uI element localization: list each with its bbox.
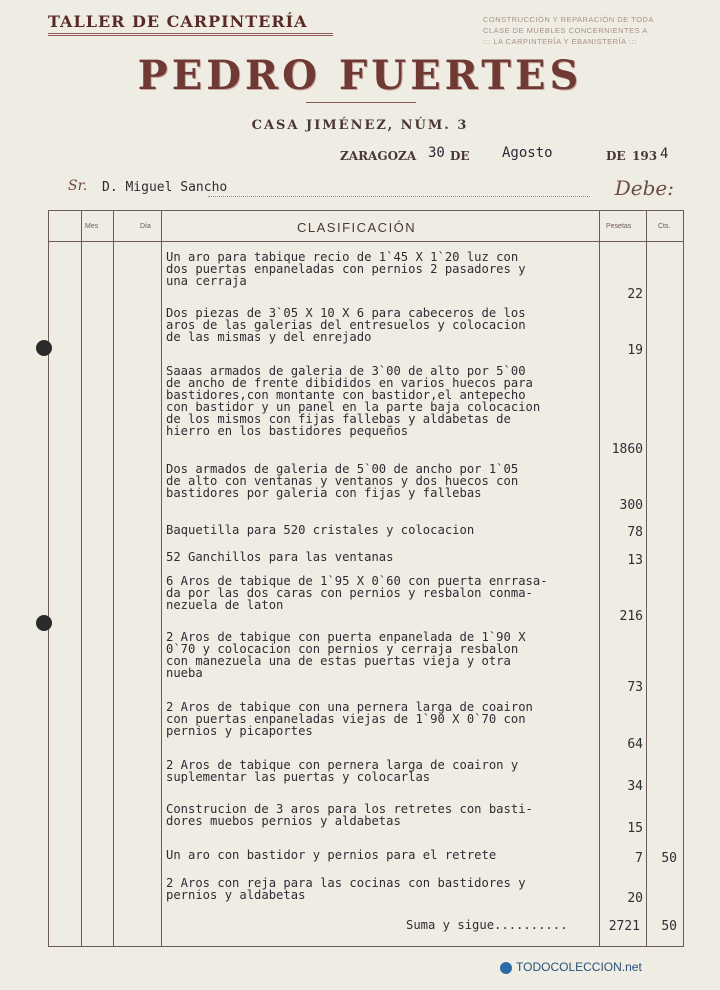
column-divider xyxy=(646,211,647,946)
watermark xyxy=(500,960,642,974)
watermark-text: TODOCOLECCION.net xyxy=(516,960,642,974)
binder-hole xyxy=(36,340,52,356)
amount-pesetas: 15 xyxy=(627,821,643,836)
column-divider xyxy=(113,211,114,946)
decorative-rule xyxy=(48,33,333,39)
date-line xyxy=(340,145,680,165)
total-cts: 50 xyxy=(661,919,677,934)
invoice-table xyxy=(48,210,684,947)
line-item: 2 Aros con reja para las cocinas con bastidores y pernios y aldabetas xyxy=(166,876,526,902)
amount-cts: 50 xyxy=(661,851,677,866)
line-item: Un aro con bastidor y pernios para el retrete xyxy=(166,848,497,862)
amount-pesetas: 22 xyxy=(627,287,643,302)
services-text xyxy=(483,14,683,47)
total-label: Suma y sigue.......... xyxy=(406,918,568,932)
line-item: Dos armados de galeria de 5`00 de ancho por 1`05 de alto con ventanas y ventanos y dos huecos con bastidores por galeria con fijas y fallebas xyxy=(166,462,519,500)
line-item: Un aro para tabique recio de 1`45 X 1`20 luz con dos puertas enpaneladas con pernios 2 pasadores y una cerraja xyxy=(166,250,526,288)
date-de: DE xyxy=(606,149,626,163)
amount-pesetas: 216 xyxy=(619,609,643,624)
amount-pesetas: 34 xyxy=(627,779,643,794)
header-dia: Día xyxy=(140,223,151,230)
line-item: 52 Ganchillos para las ventanas xyxy=(166,550,394,564)
debe-label: Debe: xyxy=(614,176,674,200)
amount-pesetas: 78 xyxy=(627,525,643,540)
watermark-logo-icon xyxy=(500,962,512,974)
total-pesetas: 2721 xyxy=(608,919,640,934)
header-pesetas: Pesetas xyxy=(606,223,632,230)
binder-hole xyxy=(36,615,52,631)
date-month: Agosto xyxy=(502,145,553,161)
shop-type: TALLER DE CARPINTERÍA xyxy=(48,12,308,31)
amount-pesetas: 64 xyxy=(627,737,643,752)
line-item: Dos piezas de 3`05 X 10 X 6 para cabeceros de los aros de las galerias del entresuelos y colocacion de las mismas y del enrejado xyxy=(166,306,526,344)
amount-pesetas: 300 xyxy=(619,498,643,513)
services-line: CONSTRUCCIÓN Y REPARACIÓN DE TODA xyxy=(483,15,654,24)
line-item: Saaas armados de galeria de 3`00 de alto por 5`00 de ancho de frente dibididos en varios huecos para bastidores,con montante con bastidor,el antepecho con bastidor y un panel en la parte baja colocacion de los mismos con fijas fallebas y aldabetas de hierro en los bastidores pequeños xyxy=(166,364,541,438)
services-line: ::: LA CARPINTERÍA Y EBANISTERÍA ::: xyxy=(483,37,637,46)
date-day: 30 xyxy=(428,145,445,161)
date-year-hand: 4 xyxy=(660,146,669,162)
amount-pesetas: 73 xyxy=(627,680,643,695)
header-mes: Mes xyxy=(85,223,99,230)
column-divider xyxy=(161,211,162,946)
business-name: PEDRO FUERTES xyxy=(137,52,583,99)
customer-prefix: Sr. xyxy=(68,178,88,194)
customer-line xyxy=(68,178,680,202)
date-de: DE xyxy=(450,149,470,163)
line-item: 2 Aros de tabique con puerta enpanelada de 1`90 X 0`70 y colocacion con pernios y cerraja resbalon con manezuela una de estas puertas vieja y otra nueba xyxy=(166,630,526,680)
header-clasificacion: CLASIFICACIÓN xyxy=(297,220,417,235)
line-item: 2 Aros de tabique con una pernera larga de coairon con puertas enpaneladas viejas de 1`90 X 0`70 con pernios y picaportes xyxy=(166,700,533,738)
services-line: CLASE DE MUEBLES CONCERNIENTES A xyxy=(483,26,648,35)
amount-pesetas: 13 xyxy=(627,553,643,568)
header-cts: Cts. xyxy=(658,223,671,230)
dotted-rule xyxy=(208,196,590,197)
line-item: Construcion de 3 aros para los retretes con basti- dores muebos pernios y aldabetas xyxy=(166,802,533,828)
name-underline xyxy=(306,102,416,103)
amount-pesetas: 7 xyxy=(635,851,643,866)
line-item: Baquetilla para 520 cristales y colocacion xyxy=(166,523,475,537)
amount-pesetas: 19 xyxy=(627,343,643,358)
letterhead-left xyxy=(48,12,338,39)
customer-name: D. Miguel Sancho xyxy=(102,180,228,195)
line-item: 2 Aros de tabique con pernera larga de coairon y suplementar las puertas y colocarlas xyxy=(166,758,519,784)
amount-pesetas: 20 xyxy=(627,891,643,906)
business-address: CASA JIMÉNEZ, NÚM. 3 xyxy=(251,118,469,133)
date-year-printed: 193 xyxy=(632,149,658,163)
column-divider xyxy=(81,211,82,946)
date-city: ZARAGOZA xyxy=(340,149,417,163)
amount-pesetas: 1860 xyxy=(611,442,643,457)
header-rule xyxy=(49,241,683,242)
line-item: 6 Aros de tabique de 1`95 X 0`60 con puerta enrrasa- da por las dos caras con pernios y resbalon conma- nezuela de laton xyxy=(166,574,548,612)
